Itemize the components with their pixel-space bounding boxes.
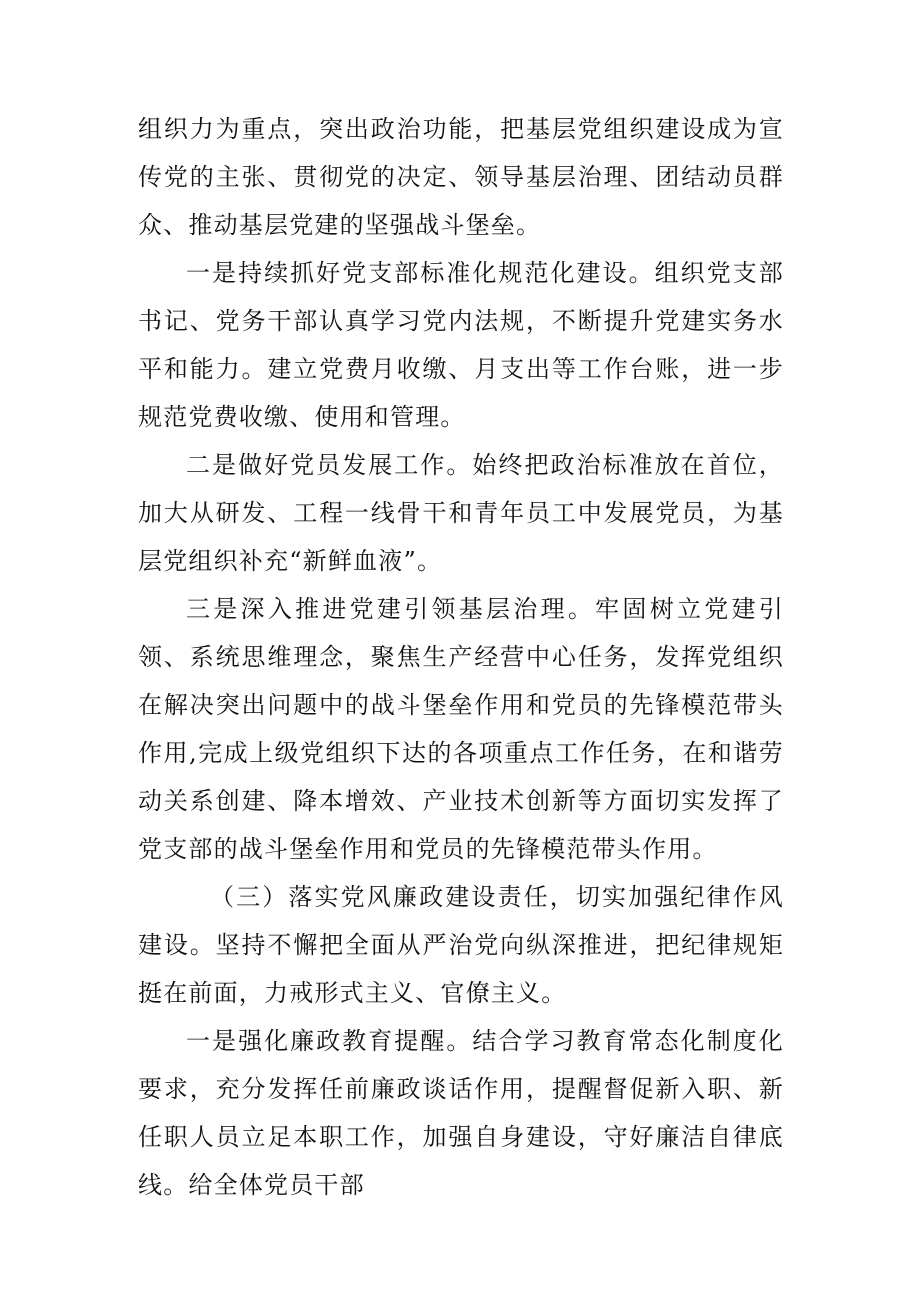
paragraph-continuation: 组织力为重点，突出政治功能，把基层党组织建设成为宣传党的主张、贯彻党的决定、领导基层治理、团结动员群众、推动基层党建的坚强战斗堡垒。	[138, 115, 784, 239]
paragraph-section-three-heading: （三）落实党风廉政建设责任，切实加强纪律作风建设。坚持不懈把全面从严治党向纵深推进，把纪律规矩挺在前面，力戒形式主义、官僚主义。	[138, 883, 784, 1007]
paragraph-grassroots-governance: 三是深入推进党建引领基层治理。牢固树立党建引领、系统思维理念，聚焦生产经营中心任务，发挥党组织在解决突出问题中的战斗堡垒作用和党员的先锋模范带头作用,完成上级党组织下达的各项重点工作任务，在和谐劳动关系创建、降本增效、产业技术创新等方面切实发挥了党支部的战斗堡垒作用和党员的先锋模范带头作用。	[138, 595, 784, 863]
document-body	[138, 105, 784, 1209]
paragraph-member-development: 二是做好党员发展工作。始终把政治标准放在首位，加大从研发、工程一线骨干和青年员工中发展党员，为基层党组织补充“新鲜血液”。	[138, 451, 784, 575]
paragraph-integrity-education: 一是强化廉政教育提醒。结合学习教育常态化制度化要求，充分发挥任前廉政谈话作用，提醒督促新入职、新任职人员立足本职工作，加强自身建设，守好廉洁自律底线。给全体党员干部	[138, 1027, 784, 1199]
paragraph-standardization: 一是持续抓好党支部标准化规范化建设。组织党支部书记、党务干部认真学习党内法规，不断提升党建实务水平和能力。建立党费月收缴、月支出等工作台账，进一步规范党费收缴、使用和管理。	[138, 259, 784, 431]
